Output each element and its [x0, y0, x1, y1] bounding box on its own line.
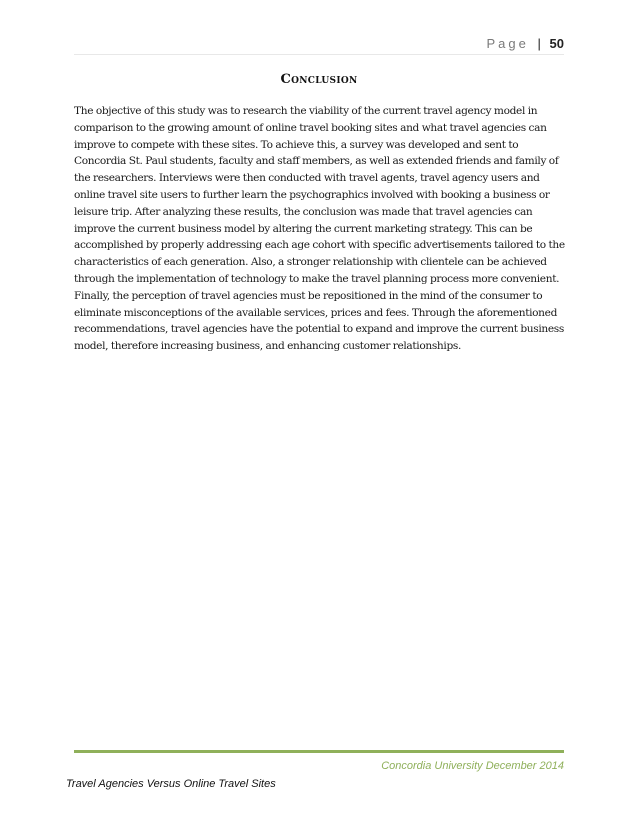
conclusion-paragraph: The objective of this study was to research the viability of the current travel agency model in comparison to the growing amount of online travel booking sites and what travel agencies can improve to compete with these sites. To achieve this, a survey was developed and sent to Concordia St. Paul students, faculty and staff members, as well as extended friends and family of the researchers. Interviews were then conducted with travel agents, travel agency users and online travel site users to further learn the psychographics involved with booking a business or leisure trip. After analyzing these results, the conclusion was made that travel agencies can improve the current business model by altering the current marketing strategy. This can be accomplished by properly addressing each age cohort with specific advertisements tailored to the characteristics of each generation. Also, a stronger relationship with clientele can be achieved through the implementation of technology to make the travel planning process more convenient. Finally, the perception of travel agencies must be repositioned in the mind of the consumer to eliminate misconceptions of the available services, prices and fees. Through the aforementioned recommendations, travel agencies have the potential to expand and improve the current business model, therefore increasing business, and enhancing customer relationships. [74, 105, 565, 353]
footer-institution-date: Concordia University December 2014 [381, 760, 564, 772]
page-separator: | [537, 36, 541, 51]
section-title: Conclusion [280, 72, 358, 87]
page-header [487, 36, 564, 51]
header-divider [74, 54, 564, 55]
footer-divider [74, 750, 564, 753]
page-label: Page [486, 36, 529, 51]
footer-document-title: Travel Agencies Versus Online Travel Sites [66, 778, 276, 790]
page-number: 50 [549, 36, 564, 51]
